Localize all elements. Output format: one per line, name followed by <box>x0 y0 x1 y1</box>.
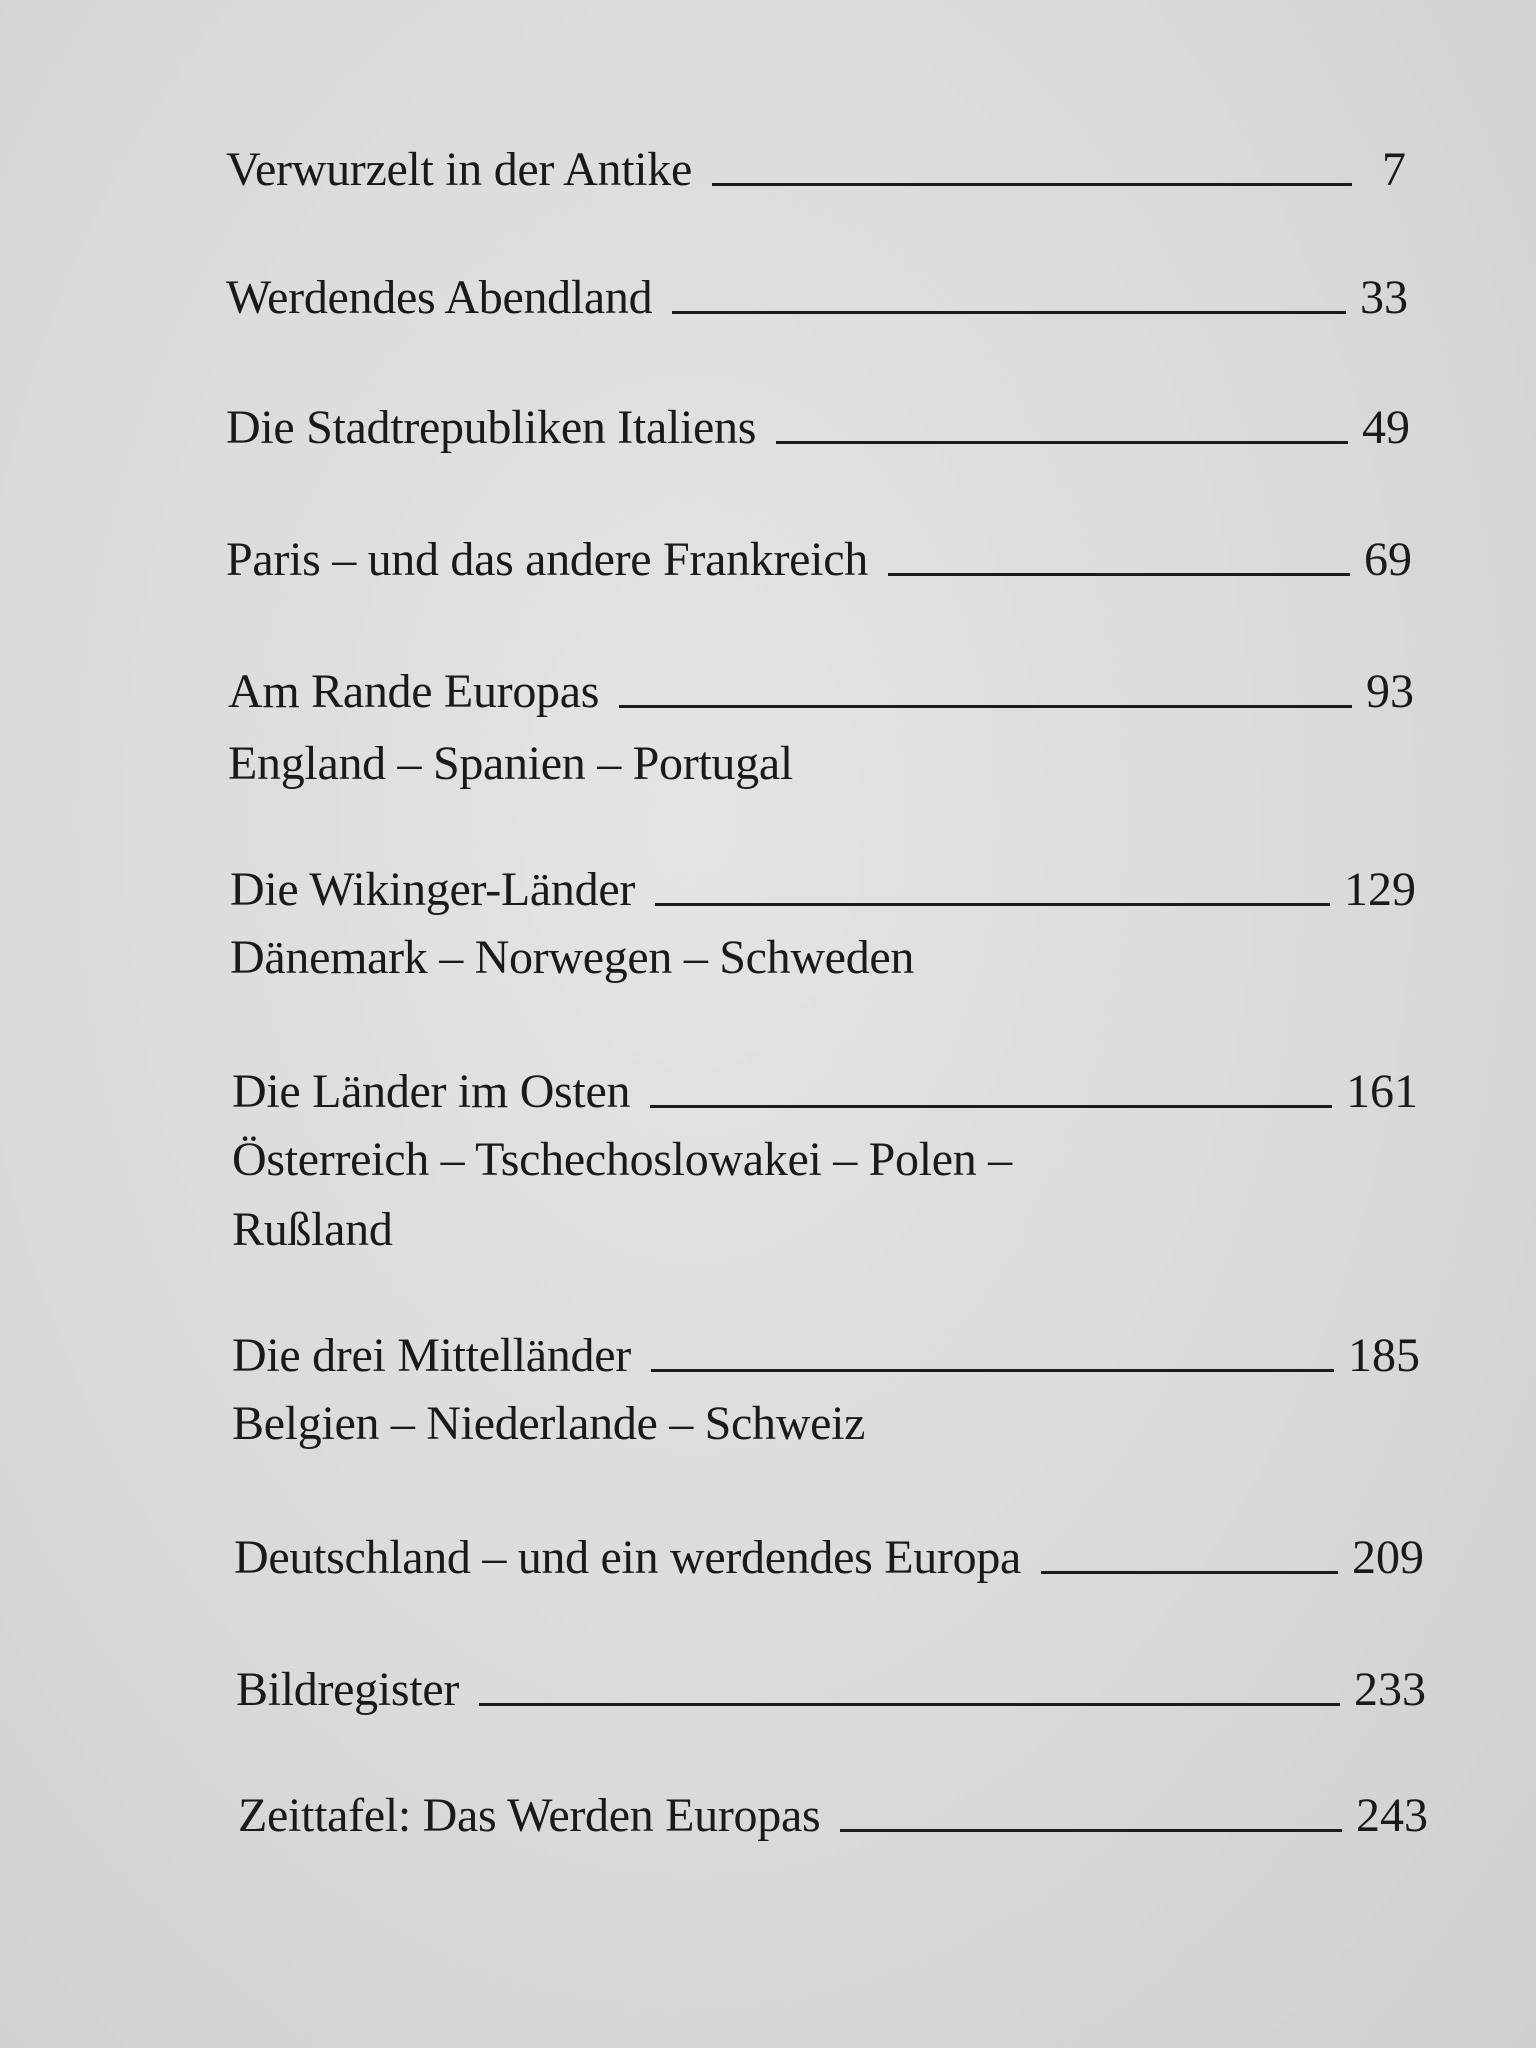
toc-entry-line <box>236 1660 1426 1720</box>
dotted-leader <box>776 441 1348 444</box>
toc-entry-subtitle: Dänemark – Norwegen – Schweden <box>230 931 915 984</box>
toc-entry-page-number: 69 <box>1364 533 1412 586</box>
toc-entry-line <box>228 662 1414 722</box>
toc-entry-line <box>226 140 1406 200</box>
toc-entry-title: Verwurzelt in der Antike <box>226 143 692 196</box>
toc-entry-subtitle-continued: Rußland <box>232 1203 393 1256</box>
toc-entry-subtitle: Österreich – Tschechoslowakei – Polen – <box>232 1133 1012 1186</box>
toc-entry-line <box>226 530 1412 590</box>
toc-entry-line <box>226 398 1410 458</box>
dotted-leader <box>651 1369 1334 1372</box>
dotted-leader <box>619 705 1352 708</box>
toc-entry-subtitle: Belgien – Niederlande – Schweiz <box>232 1397 866 1450</box>
toc-entry-title: Am Rande Europas <box>228 665 600 718</box>
toc-entry-line <box>232 1062 1418 1122</box>
toc-entry-page-number: 7 <box>1382 143 1406 196</box>
toc-entry-title: Die Wikinger-Länder <box>230 863 636 916</box>
toc-entry-title: Werdendes Abendland <box>226 271 653 324</box>
dotted-leader <box>1041 1571 1338 1574</box>
toc-entry-page-number: 93 <box>1366 665 1414 718</box>
toc-entry-title: Paris – und das andere Frankreich <box>226 533 868 586</box>
toc-entry-title: Die drei Mittelländer <box>232 1329 631 1382</box>
toc-entry-page-number: 233 <box>1354 1663 1426 1716</box>
dotted-leader <box>655 903 1330 906</box>
toc-entry-title: Zeittafel: Das Werden Europas <box>238 1789 821 1842</box>
toc-entry-page-number: 49 <box>1362 401 1410 454</box>
toc-entry-line <box>234 1528 1424 1588</box>
dotted-leader <box>888 573 1350 576</box>
toc-entry-page-number: 243 <box>1356 1789 1428 1842</box>
dotted-leader <box>650 1105 1332 1108</box>
dotted-leader <box>672 311 1346 314</box>
toc-entry-page-number: 161 <box>1346 1065 1418 1118</box>
toc-entry-subtitle: England – Spanien – Portugal <box>228 737 793 790</box>
toc-entry-page-number: 33 <box>1360 271 1408 324</box>
toc-entry-title: Die Länder im Osten <box>232 1065 631 1118</box>
toc-entry-line <box>238 1786 1428 1846</box>
toc-entry-page-number: 129 <box>1344 863 1416 916</box>
toc-entry-line <box>226 268 1408 328</box>
toc-entry-line <box>232 1326 1420 1386</box>
toc-entry-page-number: 185 <box>1348 1329 1420 1382</box>
dotted-leader <box>712 183 1352 186</box>
toc-entry-line <box>230 860 1416 920</box>
dotted-leader <box>479 1703 1340 1706</box>
toc-entry-title: Bildregister <box>236 1663 460 1716</box>
toc-entry-title: Die Stadtrepubliken Italiens <box>226 401 757 454</box>
toc-entry-title: Deutschland – und ein werdendes Europa <box>234 1531 1022 1584</box>
dotted-leader <box>840 1829 1342 1832</box>
toc-entry-page-number: 209 <box>1352 1531 1424 1584</box>
